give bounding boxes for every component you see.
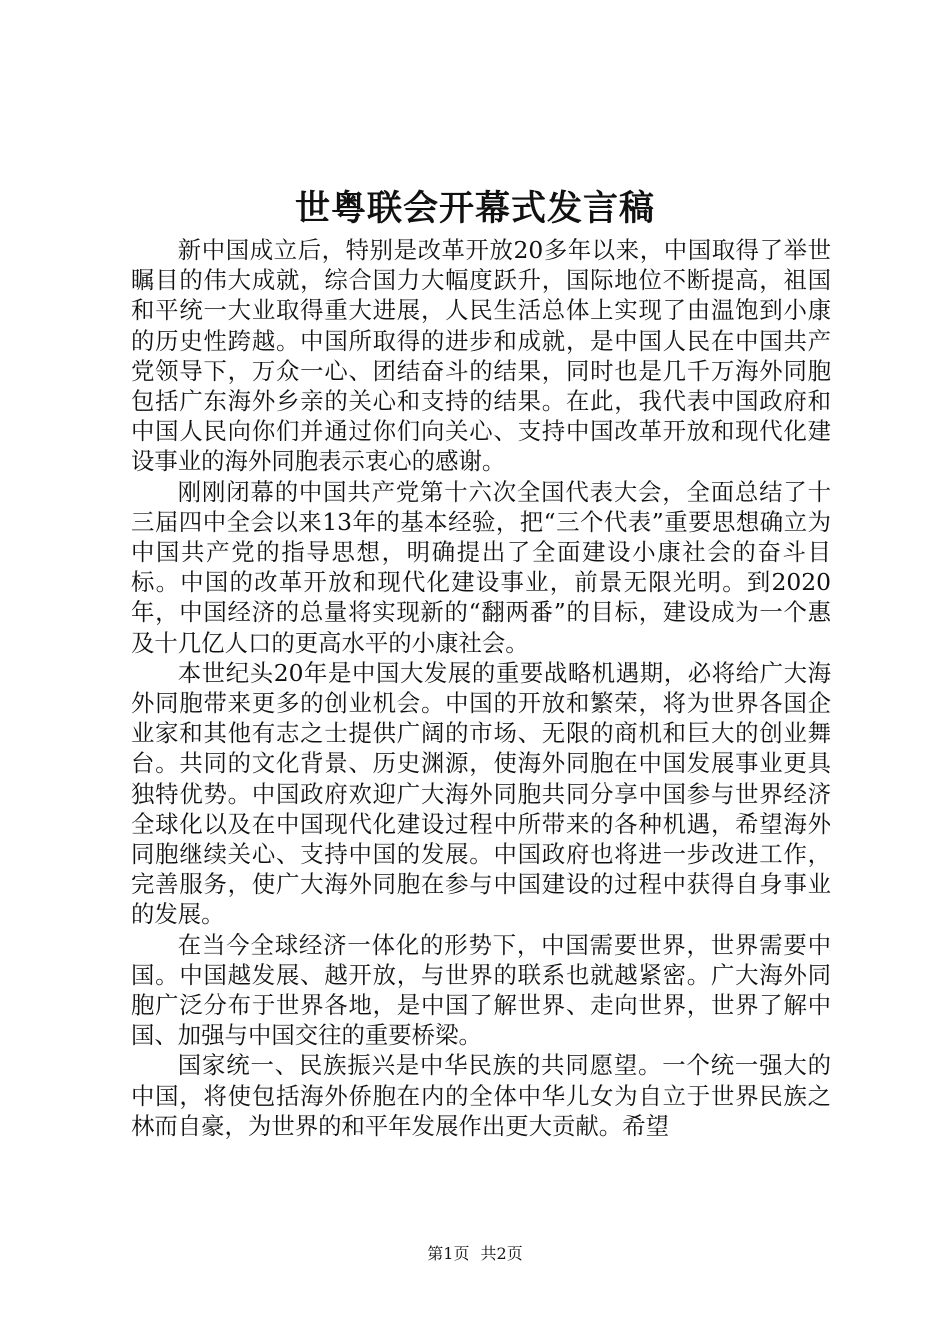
- page-total: 共2页: [480, 1244, 523, 1263]
- body-paragraph: 刚刚闭幕的中国共产党第十六次全国代表大会，全面总结了十三届四中全会以来13年的基本经验，把“三个代表”重要思想确立为中国共产党的指导思想，明确提出了全面建设小康社会的奋斗目标。中国的改革开放和现代化建设事业，前景无限光明。到2020年，中国经济的总量将实现新的“翻两番”的目标，建设成为一个惠及十几亿人口的更高水平的小康社会。: [131, 477, 831, 657]
- body-paragraph: 国家统一、民族振兴是中华民族的共同愿望。一个统一强大的中国，将使包括海外侨胞在内的全体中华儿女为自立于世界民族之林而自豪，为世界的和平年发展作出更大贡献。希望: [131, 1051, 831, 1140]
- body-paragraph: 在当今全球经济一体化的形势下，中国需要世界，世界需要中国。中国越发展、越开放，与世界的联系也就越紧密。广大海外同胞广泛分布于世界各地，是中国了解世界、走向世界，世界了解中国、加强与中国交往的重要桥梁。: [131, 930, 831, 1050]
- page-number: 第1页: [427, 1244, 470, 1263]
- document-body: [131, 235, 831, 1141]
- body-paragraph: 新中国成立后，特别是改革开放20多年以来，中国取得了举世瞩目的伟大成就，综合国力大幅度跃升，国际地位不断提高，祖国和平统一大业取得重大进展，人民生活总体上实现了由温饱到小康的历史性跨越。中国所取得的进步和成就，是中国人民在中国共产党领导下，万众一心、团结奋斗的结果，同时也是几千万海外同胞包括广东海外乡亲的关心和支持的结果。在此，我代表中国政府和中国人民向你们并通过你们向关心、支持中国改革开放和现代化建设事业的海外同胞表示衷心的感谢。: [131, 236, 831, 476]
- page-footer: [0, 1243, 950, 1265]
- body-paragraph: 本世纪头20年是中国大发展的重要战略机遇期，必将给广大海外同胞带来更多的创业机会。中国的开放和繁荣，将为世界各国企业家和其他有志之士提供广阔的市场、无限的商机和巨大的创业舞台。共同的文化背景、历史渊源，使海外同胞在中国发展事业更具独特优势。中国政府欢迎广大海外同胞共同分享中国参与世界经济全球化以及在中国现代化建设过程中所带来的各种机遇，希望海外同胞继续关心、支持中国的发展。中国政府也将进一步改进工作，完善服务，使广大海外同胞在参与中国建设的过程中获得自身事业的发展。: [131, 658, 831, 929]
- document-title: 世粤联会开幕式发言稿: [294, 188, 655, 229]
